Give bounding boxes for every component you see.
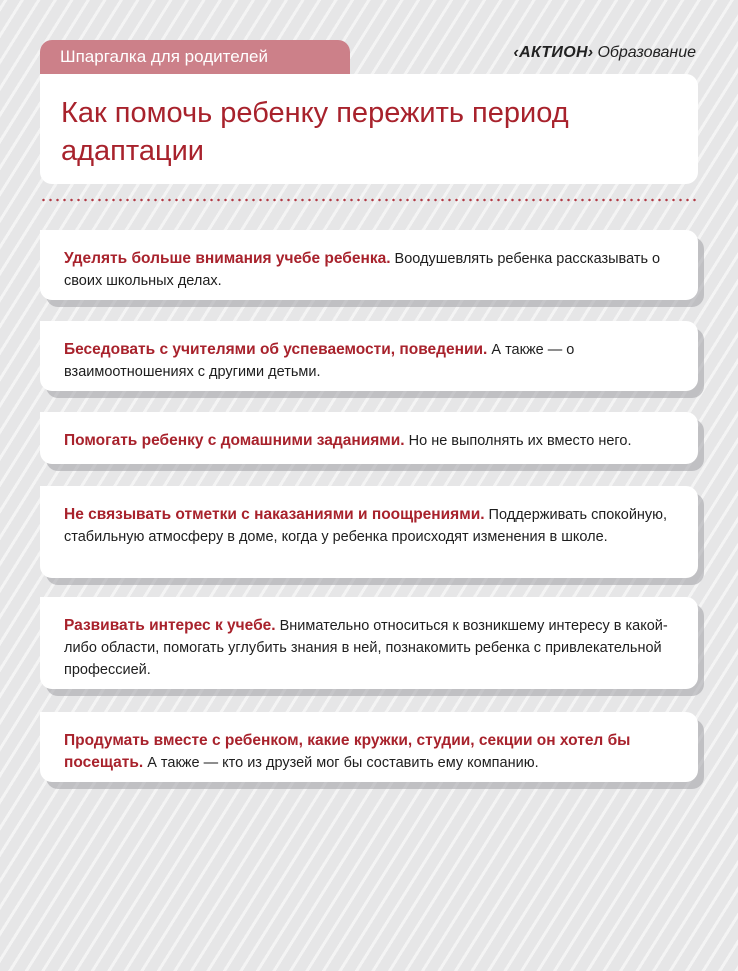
tip-card-4	[40, 486, 698, 578]
tip-card-5	[40, 597, 698, 689]
tip-lead: Беседовать с учителями об успеваемости, поведении.	[64, 341, 488, 358]
aktion-logo	[514, 42, 696, 64]
tip-text: Поддерживать спокойную, стабильную атмосферу в доме, когда у ребенка происходят изменения в школе.	[64, 507, 668, 545]
tip-text: Внимательно относиться к возникшему интересу в какой-либо области, помогать углубить знания в ней, познакомить ребенка с привлекательной профессией.	[64, 618, 668, 678]
tip-lead: Помогать ребенку с домашними заданиями.	[64, 432, 405, 449]
tip-lead: Не связывать отметки с наказаниями и поощрениями.	[64, 506, 485, 523]
tip-lead: Продумать вместе с ребенком, какие кружки, студии, секции он хотел бы посещать.	[64, 732, 631, 771]
logo-brand: ‹АКТИОН›	[513, 44, 594, 61]
dotted-divider	[40, 198, 698, 202]
logo-subtitle: Образование	[597, 44, 696, 61]
title-card	[40, 74, 698, 184]
cheatsheet-tag-label: Шпаргалка для родителей	[60, 47, 268, 66]
tip-text: Но не выполнять их вместо него.	[404, 433, 632, 449]
page-title: Как помочь ребенку пережить период адаптации	[61, 97, 569, 167]
tip-card-1	[40, 230, 698, 300]
tip-card-2	[40, 321, 698, 391]
tip-text: А также — кто из друзей мог бы составить ему компанию.	[143, 755, 539, 771]
tip-text: А также — о взаимоотношениях с другими детьми.	[64, 342, 575, 380]
cheatsheet-tag	[40, 40, 350, 74]
tip-lead: Развивать интерес к учебе.	[64, 617, 276, 634]
tip-card-3	[40, 412, 698, 464]
tip-card-6	[40, 712, 698, 782]
tip-text: Воодушевлять ребенка рассказывать о своих школьных делах.	[64, 251, 661, 289]
tip-lead: Уделять больше внимания учебе ребенка.	[64, 250, 391, 267]
